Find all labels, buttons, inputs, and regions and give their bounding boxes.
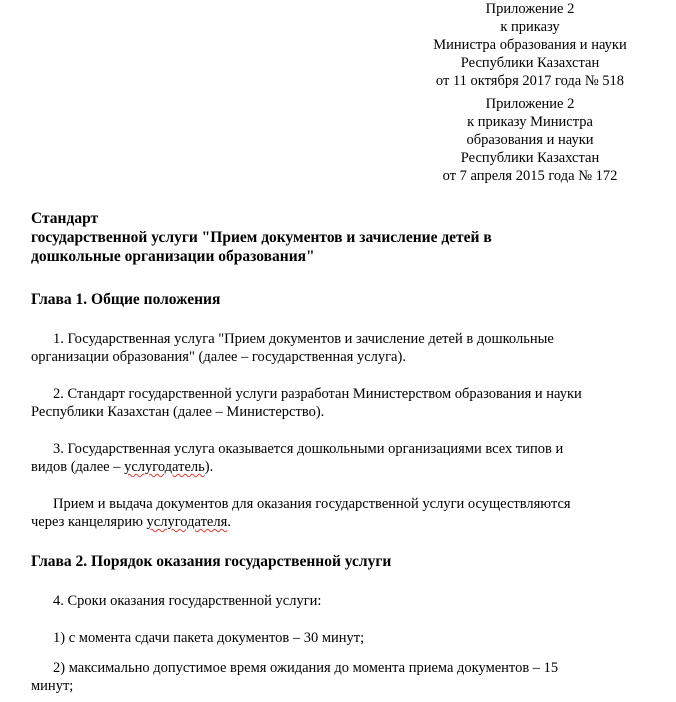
text-span: . — [227, 514, 231, 530]
appendix-line: Республики Казахстан — [460, 150, 600, 166]
paragraph-7 — [31, 659, 646, 695]
paragraph-line: организации образования" (далее – государственная услуга). — [31, 349, 406, 365]
appendix-line: к приказу — [500, 19, 560, 35]
chapter-1-heading: Глава 1. Общие положения — [31, 291, 221, 308]
appendix-line: Республики Казахстан — [460, 55, 600, 71]
appendix-note-current — [410, 0, 650, 90]
paragraph-2 — [31, 385, 646, 421]
appendix-line: Приложение 2 — [485, 1, 575, 17]
paragraph-1 — [31, 330, 646, 366]
appendix-line: от 7 апреля 2015 года № 172 — [442, 168, 618, 184]
misspelled-word[interactable]: услугодатель — [124, 459, 205, 475]
paragraph-line: Республики Казахстан (далее – Министерство). — [31, 404, 325, 420]
chapter-2-heading: Глава 2. Порядок оказания государственной услуги — [31, 553, 392, 570]
title-line: Стандарт — [31, 210, 99, 227]
paragraph-line: 3. Государственная услуга оказывается дошкольными организациями всех типов и — [53, 441, 564, 457]
text-span: ). — [204, 459, 214, 475]
paragraph-line: минут; — [31, 678, 74, 694]
title-line: дошкольные организации образования" — [31, 248, 315, 265]
paragraph-line: 2) максимально допустимое время ожидания до момента приема документов – 15 — [53, 660, 559, 676]
paragraph-6 — [31, 629, 646, 647]
paragraph-line: 4. Сроки оказания государственной услуги: — [53, 593, 322, 609]
paragraph-line: Прием и выдача документов для оказания государственной услуги осуществляются — [53, 496, 571, 512]
paragraph-5 — [31, 592, 646, 610]
paragraph-4 — [31, 495, 646, 531]
text-span: через канцелярию — [31, 514, 147, 530]
paragraph-line: 1. Государственная услуга "Прием документов и зачисление детей в дошкольные — [53, 331, 554, 347]
appendix-line: к приказу Министра — [467, 114, 593, 130]
paragraph-3 — [31, 440, 646, 476]
title-line: государственной услуги "Прием документов и зачисление детей в — [31, 229, 492, 246]
appendix-line: от 11 октября 2017 года № 518 — [435, 73, 625, 89]
appendix-line: Приложение 2 — [485, 96, 575, 112]
document-title — [31, 209, 492, 266]
appendix-line: Министра образования и науки — [433, 37, 627, 53]
text-span: видов (далее – — [31, 459, 125, 475]
appendix-note-previous — [410, 95, 650, 185]
appendix-line: образования и науки — [466, 132, 594, 148]
misspelled-word[interactable]: услугодателя — [146, 514, 228, 530]
paragraph-line — [31, 513, 646, 531]
paragraph-line: 2. Стандарт государственной услуги разработан Министерством образования и науки — [53, 386, 582, 402]
paragraph-line: 1) с момента сдачи пакета документов – 30 минут; — [53, 630, 365, 646]
paragraph-line — [31, 458, 646, 476]
